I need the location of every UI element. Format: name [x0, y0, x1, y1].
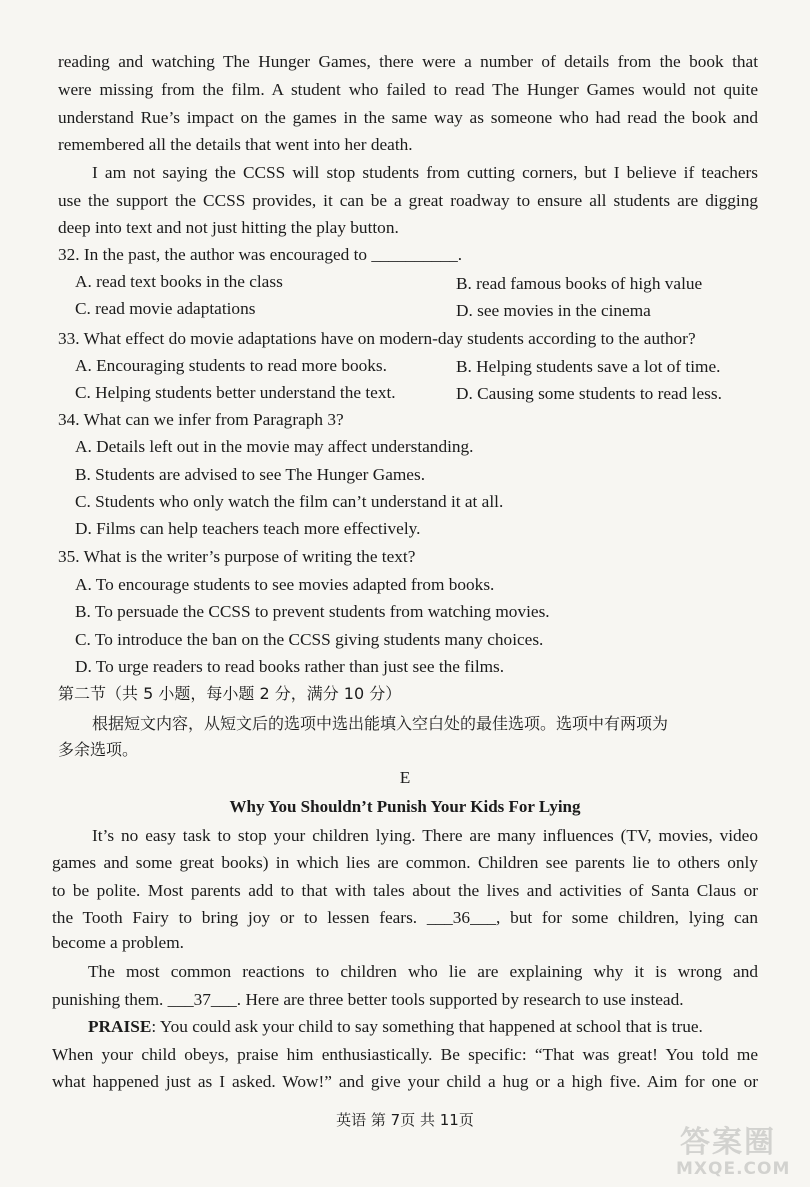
passage-line: use the support the CCSS provides, it can be a great roadway to ensure all students are digging [58, 191, 758, 210]
question-32-option-b: B. read famous books of high value [456, 274, 703, 293]
passage-line: to be polite. Most parents add to that with tales about the lives and activities of Santa Claus or [52, 881, 758, 900]
watermark-url: MXQE.COM [676, 1159, 791, 1179]
question-32-stem: 32. In the past, the author was encouraged to __________. [58, 245, 463, 264]
question-34-option-c: C. Students who only watch the film can’t understand it at all. [75, 492, 504, 511]
question-33-option-a: A. Encouraging students to read more books. [75, 356, 387, 375]
question-34-option-b: B. Students are advised to see The Hunger Games. [75, 465, 426, 484]
passage-line: the Tooth Fairy to bring joy or to lessen fears. ___36___, but for some children, lying can [52, 908, 758, 927]
passage-line: punishing them. ___37___. Here are three better tools supported by research to use instead. [52, 990, 684, 1009]
section-instruction: 多余选项。 [58, 740, 139, 759]
question-32-option-c: C. read movie adaptations [75, 299, 256, 318]
question-35-option-d: D. To urge readers to read books rather than just see the films. [75, 657, 505, 676]
passage-line: remembered all the details that went into her death. [58, 135, 413, 154]
question-34-option-a: A. Details left out in the movie may affect understanding. [75, 437, 474, 456]
section-heading: 第二节（共 5 小题，每小题 2 分，满分 10 分） [58, 684, 402, 703]
question-33-option-c: C. Helping students better understand the text. [75, 383, 396, 402]
passage-line: were missing from the film. A student who failed to read The Hunger Games would not quite [58, 80, 758, 99]
question-33-stem: 33. What effect do movie adaptations have on modern-day students according to the author? [58, 329, 696, 348]
praise-label: PRAISE [88, 1017, 152, 1036]
passage-line: It’s no easy task to stop your children lying. There are many influences (TV, movies, video [92, 826, 758, 845]
passage-line: what happened just as I asked. Wow!” and give your child a hug or a high five. Aim for one or [52, 1072, 758, 1091]
passage-line: games and some great books) in which lies are common. Children see parents lie to others only [52, 853, 758, 872]
passage-line: The most common reactions to children who lie are explaining why it is wrong and [88, 962, 758, 981]
question-35-stem: 35. What is the writer’s purpose of writing the text? [58, 547, 416, 566]
praise-text: : You could ask your child to say something that happened at school that is true. [151, 1017, 703, 1036]
passage-title: Why You Shouldn’t Punish Your Kids For Lying [229, 797, 581, 816]
question-32-option-a: A. read text books in the class [75, 272, 283, 291]
passage-line [88, 1017, 758, 1037]
question-32-option-d: D. see movies in the cinema [456, 301, 651, 320]
page-footer: 英语 第 7页 共 11页 [336, 1111, 474, 1129]
passage-letter: E [399, 768, 411, 787]
question-35-option-b: B. To persuade the CCSS to prevent students from watching movies. [75, 602, 550, 621]
question-34-stem: 34. What can we infer from Paragraph 3? [58, 410, 344, 429]
passage-line: deep into text and not just hitting the play button. [58, 218, 399, 237]
question-35-option-c: C. To introduce the ban on the CCSS giving students many choices. [75, 630, 544, 649]
question-35-option-a: A. To encourage students to see movies adapted from books. [75, 575, 495, 594]
passage-line: I am not saying the CCSS will stop students from cutting corners, but I believe if teachers [92, 163, 758, 182]
question-33-option-d: D. Causing some students to read less. [456, 384, 722, 403]
question-34-option-d: D. Films can help teachers teach more effectively. [75, 519, 421, 538]
passage-line: When your child obeys, praise him enthusiastically. Be specific: “That was great! You told me [52, 1045, 758, 1064]
question-33-option-b: B. Helping students save a lot of time. [456, 357, 721, 376]
passage-line: understand Rue’s impact on the games in the same way as someone who had read the book and [58, 108, 758, 127]
passage-line: reading and watching The Hunger Games, there were a number of details from the book that [58, 52, 758, 71]
watermark-stamp: 答案圈 [680, 1125, 776, 1160]
passage-line: become a problem. [52, 933, 184, 952]
section-instruction: 根据短文内容，从短文后的选项中选出能填入空白处的最佳选项。选项中有两项为 [92, 714, 669, 733]
watermark-logo [674, 1117, 792, 1179]
